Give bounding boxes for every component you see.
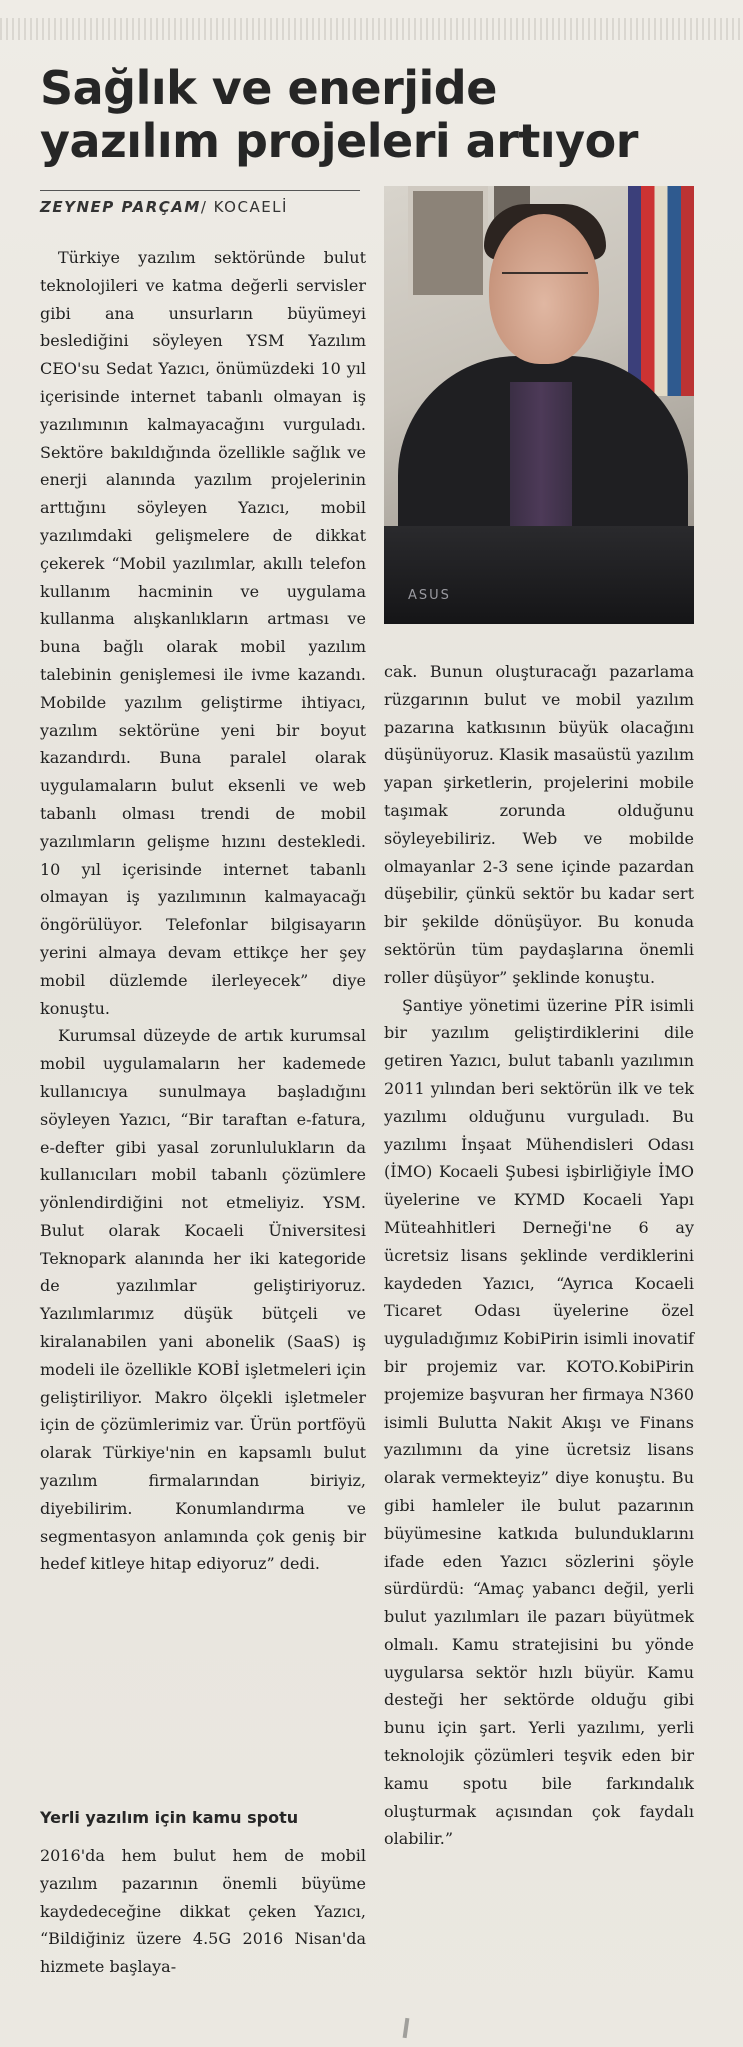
pencil-mark: [403, 2018, 410, 2038]
person-glasses: [502, 272, 588, 294]
top-margin-strip: [0, 18, 743, 40]
author-location: / KOCAELİ: [200, 198, 288, 216]
headline-line-2: yazılım projeleri artıyor: [40, 114, 638, 168]
byline-rule: [40, 190, 360, 191]
paragraph: 2016'da hem bulut hem de mobil yazılım pazarının önemli büyüme kaydedeceğine dikkat çeken Yazıcı, “Bildiğiniz üzere 4.5G 2016 Nisan'da hizmete başlaya-: [40, 1846, 366, 1977]
portrait-photo: [384, 186, 694, 624]
laptop: [384, 526, 694, 624]
person-shirt: [510, 382, 572, 542]
article-column-1: [40, 244, 366, 1578]
paragraph: Türkiye yazılım sektöründe bulut teknolojileri ve katma değerli servisler gibi ana unsurların büyümeyi beslediğini söyleyen YSM Yazılım CEO'su Sedat Yazıcı, önümüzdeki 10 yıl içerisinde internet tabanlı olmayan iş yazılımının kalmayacağını vurguladı. Sektöre bakıldığında özellikle sağlık ve enerji alanında yazılım projelerinin arttığını söyleyen Yazıcı, mobil yazılımdaki gelişmelere de dikkat çekerek “Mobil yazılımlar, akıllı telefon kullanım hacminin ve uygulama kullanma alışkanlıkların artması ve buna bağlı olarak mobil yazılım talebinin genişlemesi ile ivme kazandı. Mobilde yazılım geliştirme ihtiyacı, yazılım sektörüne yeni bir boyut kazandırdı. Buna paralel olarak uygulamaların bulut eksenli ve web tabanlı olması trendi de mobil yazılımların gelişme hızını destekledi. 10 yıl içerisinde internet tabanlı olmayan iş yazılımının kalmayacağı öngörülüyor. Telefonlar bilgisayarın yerini almaya devam ettikçe her şey mobil düzlemde ilerleyecek” diye konuştu.: [40, 248, 366, 1018]
section-subhead: Yerli yazılım için kamu spotu: [40, 1808, 299, 1827]
laptop-logo: ASUS: [408, 588, 451, 603]
paragraph: Kurumsal düzeyde de artık kurumsal mobil uygulamaların her kademede kullanıcıya sunulmaya başladığını söyleyen Yazıcı, “Bir taraftan e-fatura, e-defter gibi yasal zorunlulukların da kullanıcıları mobil tabanlı çözümlere yönlendirdiğini not etmeliyiz. YSM. Bulut olarak Kocaeli Üniversitesi Teknopark alanında her iki kategoride de yazılımlar geliştiriyoruz. Yazılımlarımız düşük bütçeli ve kiralanabilen yani abonelik (SaaS) iş modeli ile özellikle KOBİ işletmeleri için geliştiriliyor. Makro ölçekli işletmeler için de çözümlerimiz var. Ürün portföyü olarak Türkiye'nin en kapsamlı bulut yazılım firmalarından biriyiz, diyebilirim. Konumlandırma ve segmentasyon anlamında çok geniş bir hedef kitleye hitap ediyoruz” dedi.: [40, 1026, 366, 1574]
paragraph: Şantiye yönetimi üzerine PİR isimli bir yazılım geliştirdiklerini dile getiren Yazıcı, bulut tabanlı yazılımın 2011 yılından beri sektörün ilk ve tek yazılımı olduğunu vurguladı. Bu yazılımı İnşaat Mühendisleri Odası (İMO) Kocaeli Şubesi işbirliğiyle İMO üyelerine ve KYMD Kocaeli Yapı Müteahhitleri Derneği'ne 6 ay ücretsiz lisans şeklinde verdiklerini kaydeden Yazıcı, “Ayrıca Kocaeli Ticaret Odası üyelerine özel uyguladığımız KobiPirin isimli inovatif bir projemiz var. KOTO.KobiPirin projemize başvuran her firmaya N360 isimli Bulutta Nakit Akışı ve Finans yazılımını da yine ücretsiz lisans olarak vermekteyiz” diye konuştu. Bu gibi hamleler ile bulut pazarının büyümesine katkıda bulunduklarını ifade eden Yazıcı sözlerini şöyle sürdürdü: “Amaç yabancı değil, yerli bulut yazılımları ile pazarı büyütmek olmalı. Kamu stratejisini bu yönde uygularsa sektör hızlı büyür. Kamu desteği her sektörde olduğu gibi bunu için şart. Yerli yazılımı, yerli teknolojik çözümleri teşvik eden bir kamu spotu bile farkındalık oluşturmak açısından çok faydalı olabilir.”: [384, 995, 694, 1849]
paragraph: cak. Bunun oluşturacağı pazarlama rüzgarının bulut ve mobil yazılım pazarına katkısının büyük olacağını düşünüyoruz. Klasik masaüstü yazılım yapan şirketlerin, projelerini mobile taşımak zorunda olduğunu söyleyebiliriz. Web ve mobilde olmayanlar 2-3 sene içinde pazardan düşebilir, çünkü sektör bu kadar sert bir şekilde dönüşüyor. Bu konuda sektörün tüm paydaşlarına önemli roller düşüyor” şeklinde konuştu.: [384, 662, 694, 987]
bookshelf: [628, 186, 694, 396]
article-column-1-tail: [40, 1842, 366, 1981]
author-name: ZEYNEP PARÇAM: [40, 198, 201, 216]
article-column-2: [384, 658, 694, 1853]
headline-line-1: Sağlık ve enerjide: [40, 61, 497, 115]
wall-frame: [408, 186, 488, 300]
headline: [40, 62, 700, 168]
byline: [40, 198, 288, 216]
